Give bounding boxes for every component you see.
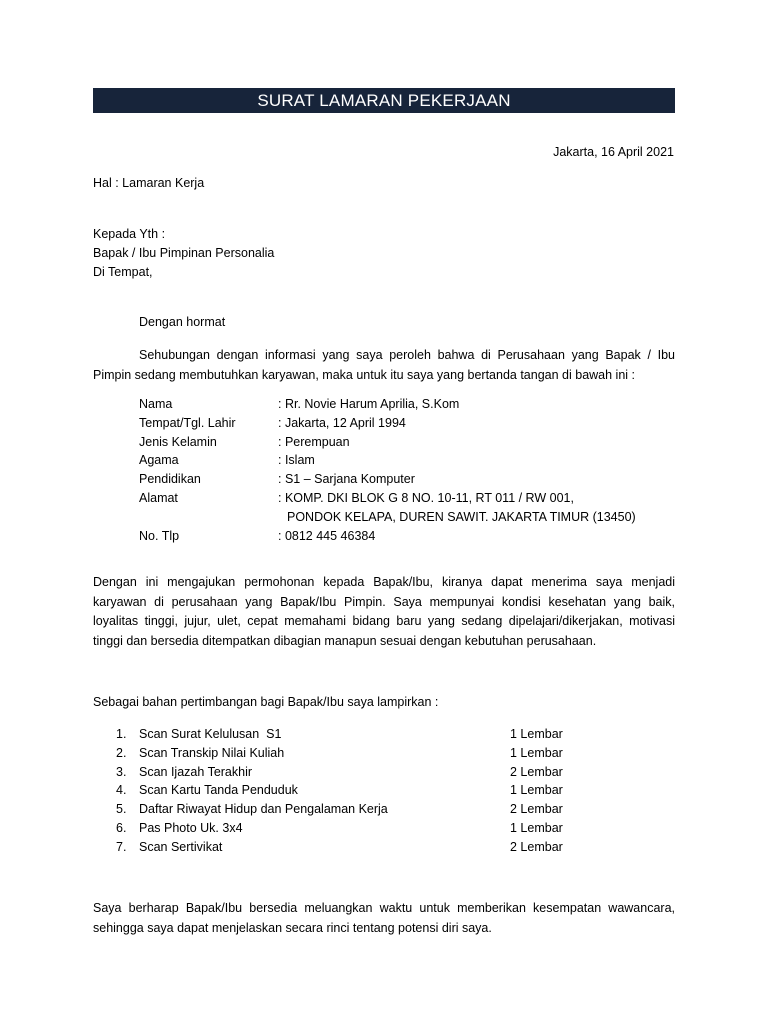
letter-subject: Hal : Lamaran Kerja: [93, 176, 205, 190]
recipient-line: Kepada Yth :: [93, 227, 166, 241]
body-paragraph: Dengan ini mengajukan permohonan kepada Bapak/Ibu, kiranya dapat menerima saya menjadi karyawan di perusahaan yang Bapak/Ibu Pimpin. Saya mempunyai kondisi kesehatan yang baik, loyalitas tinggi, jujur, ulet, cepat memahami bidang baru yang sedang dipelajari/dikerjakan, motivasi tinggi dan bersedia ditempatkan dibagian manapun sesuai dengan kebutuhan perusahaan.: [93, 575, 675, 648]
list-item: [116, 763, 563, 782]
intro-paragraph: [93, 346, 675, 385]
attachments-intro: Sebagai bahan pertimbangan bagi Bapak/Ibu saya lampirkan :: [93, 695, 439, 709]
identity-label: [139, 508, 278, 527]
identity-value: : Jakarta, 12 April 1994: [278, 415, 406, 430]
list-number: 5.: [116, 802, 127, 817]
identity-value: : 0812 445 46384: [278, 528, 376, 543]
letter-date: Jakarta, 16 April 2021: [553, 145, 674, 159]
title-bar: [93, 88, 675, 113]
list-item: [116, 800, 563, 819]
identity-label: Tempat/Tgl. Lahir: [139, 415, 236, 430]
attachment-quantity: 1 Lembar: [510, 745, 563, 760]
list-number: 3.: [116, 764, 127, 779]
list-number: 4.: [116, 783, 127, 798]
identity-label: Agama: [139, 453, 179, 468]
identity-row: [139, 451, 636, 470]
attachment-quantity: 1 Lembar: [510, 783, 563, 798]
closing-paragraph: Saya berharap Bapak/Ibu bersedia meluangkan waktu untuk memberikan kesempatan wawancara, sehingga saya dapat menjelaskan secara rinci tentang potensi diri saya.: [93, 901, 675, 935]
attachment-quantity: 1 Lembar: [510, 820, 563, 835]
attachment-quantity: 2 Lembar: [510, 839, 563, 854]
identity-label: Alamat: [139, 490, 178, 505]
identity-label: Jenis Kelamin: [139, 434, 217, 449]
intro-text: Sehubungan dengan informasi yang saya peroleh bahwa di Perusahaan yang Bapak / Ibu Pimpin sedang membutuhkan karyawan, maka untuk itu saya yang bertanda tangan di bawah ini :: [93, 348, 675, 382]
greeting: Dengan hormat: [139, 315, 226, 329]
identity-value: : Perempuan: [278, 434, 350, 449]
identity-row: [139, 395, 636, 414]
identity-row: [139, 489, 636, 508]
attachments-list: [116, 725, 563, 857]
attachment-name: Scan Sertivikat: [139, 839, 223, 854]
recipient-line: Di Tempat,: [93, 265, 153, 279]
identity-row: [139, 470, 636, 489]
list-item: [116, 819, 563, 838]
list-item: [116, 838, 563, 857]
list-item: [116, 744, 563, 763]
identity-label: Nama: [139, 397, 173, 411]
list-number: 1.: [116, 727, 127, 741]
attachment-name: Scan Ijazah Terakhir: [139, 764, 253, 779]
list-item: [116, 725, 563, 744]
identity-value: : Islam: [278, 453, 315, 468]
identity-value: : S1 – Sarjana Komputer: [278, 472, 415, 487]
attachment-name: Pas Photo Uk. 3x4: [139, 820, 243, 835]
attachment-name: Scan Transkip Nilai Kuliah: [139, 745, 285, 760]
identity-table: [139, 395, 636, 545]
recipient-block: [93, 225, 274, 282]
list-number: 2.: [116, 745, 127, 760]
identity-value: PONDOK KELAPA, DUREN SAWIT. JAKARTA TIMUR (13450): [287, 509, 636, 524]
recipient-line: Bapak / Ibu Pimpinan Personalia: [93, 246, 275, 260]
attachment-name: Daftar Riwayat Hidup dan Pengalaman Kerja: [139, 802, 388, 817]
list-number: 7.: [116, 839, 127, 854]
identity-label: No. Tlp: [139, 528, 180, 543]
attachment-name: Scan Surat Kelulusan S1: [139, 727, 282, 741]
attachment-name: Scan Kartu Tanda Penduduk: [139, 783, 298, 798]
attachment-quantity: 2 Lembar: [510, 764, 563, 779]
identity-label: Pendidikan: [139, 472, 201, 487]
list-number: 6.: [116, 820, 127, 835]
identity-row: [139, 508, 636, 527]
list-item: [116, 781, 563, 800]
identity-value: : Rr. Novie Harum Aprilia, S.Kom: [278, 397, 460, 411]
identity-row: [139, 527, 636, 546]
identity-row: [139, 414, 636, 433]
attachment-quantity: 2 Lembar: [510, 802, 563, 817]
letter-title: SURAT LAMARAN PEKERJAAN: [257, 90, 511, 110]
identity-value: : KOMP. DKI BLOK G 8 NO. 10-11, RT 011 / RW 001,: [278, 490, 574, 505]
identity-row: [139, 433, 636, 452]
attachment-quantity: 1 Lembar: [510, 727, 563, 741]
